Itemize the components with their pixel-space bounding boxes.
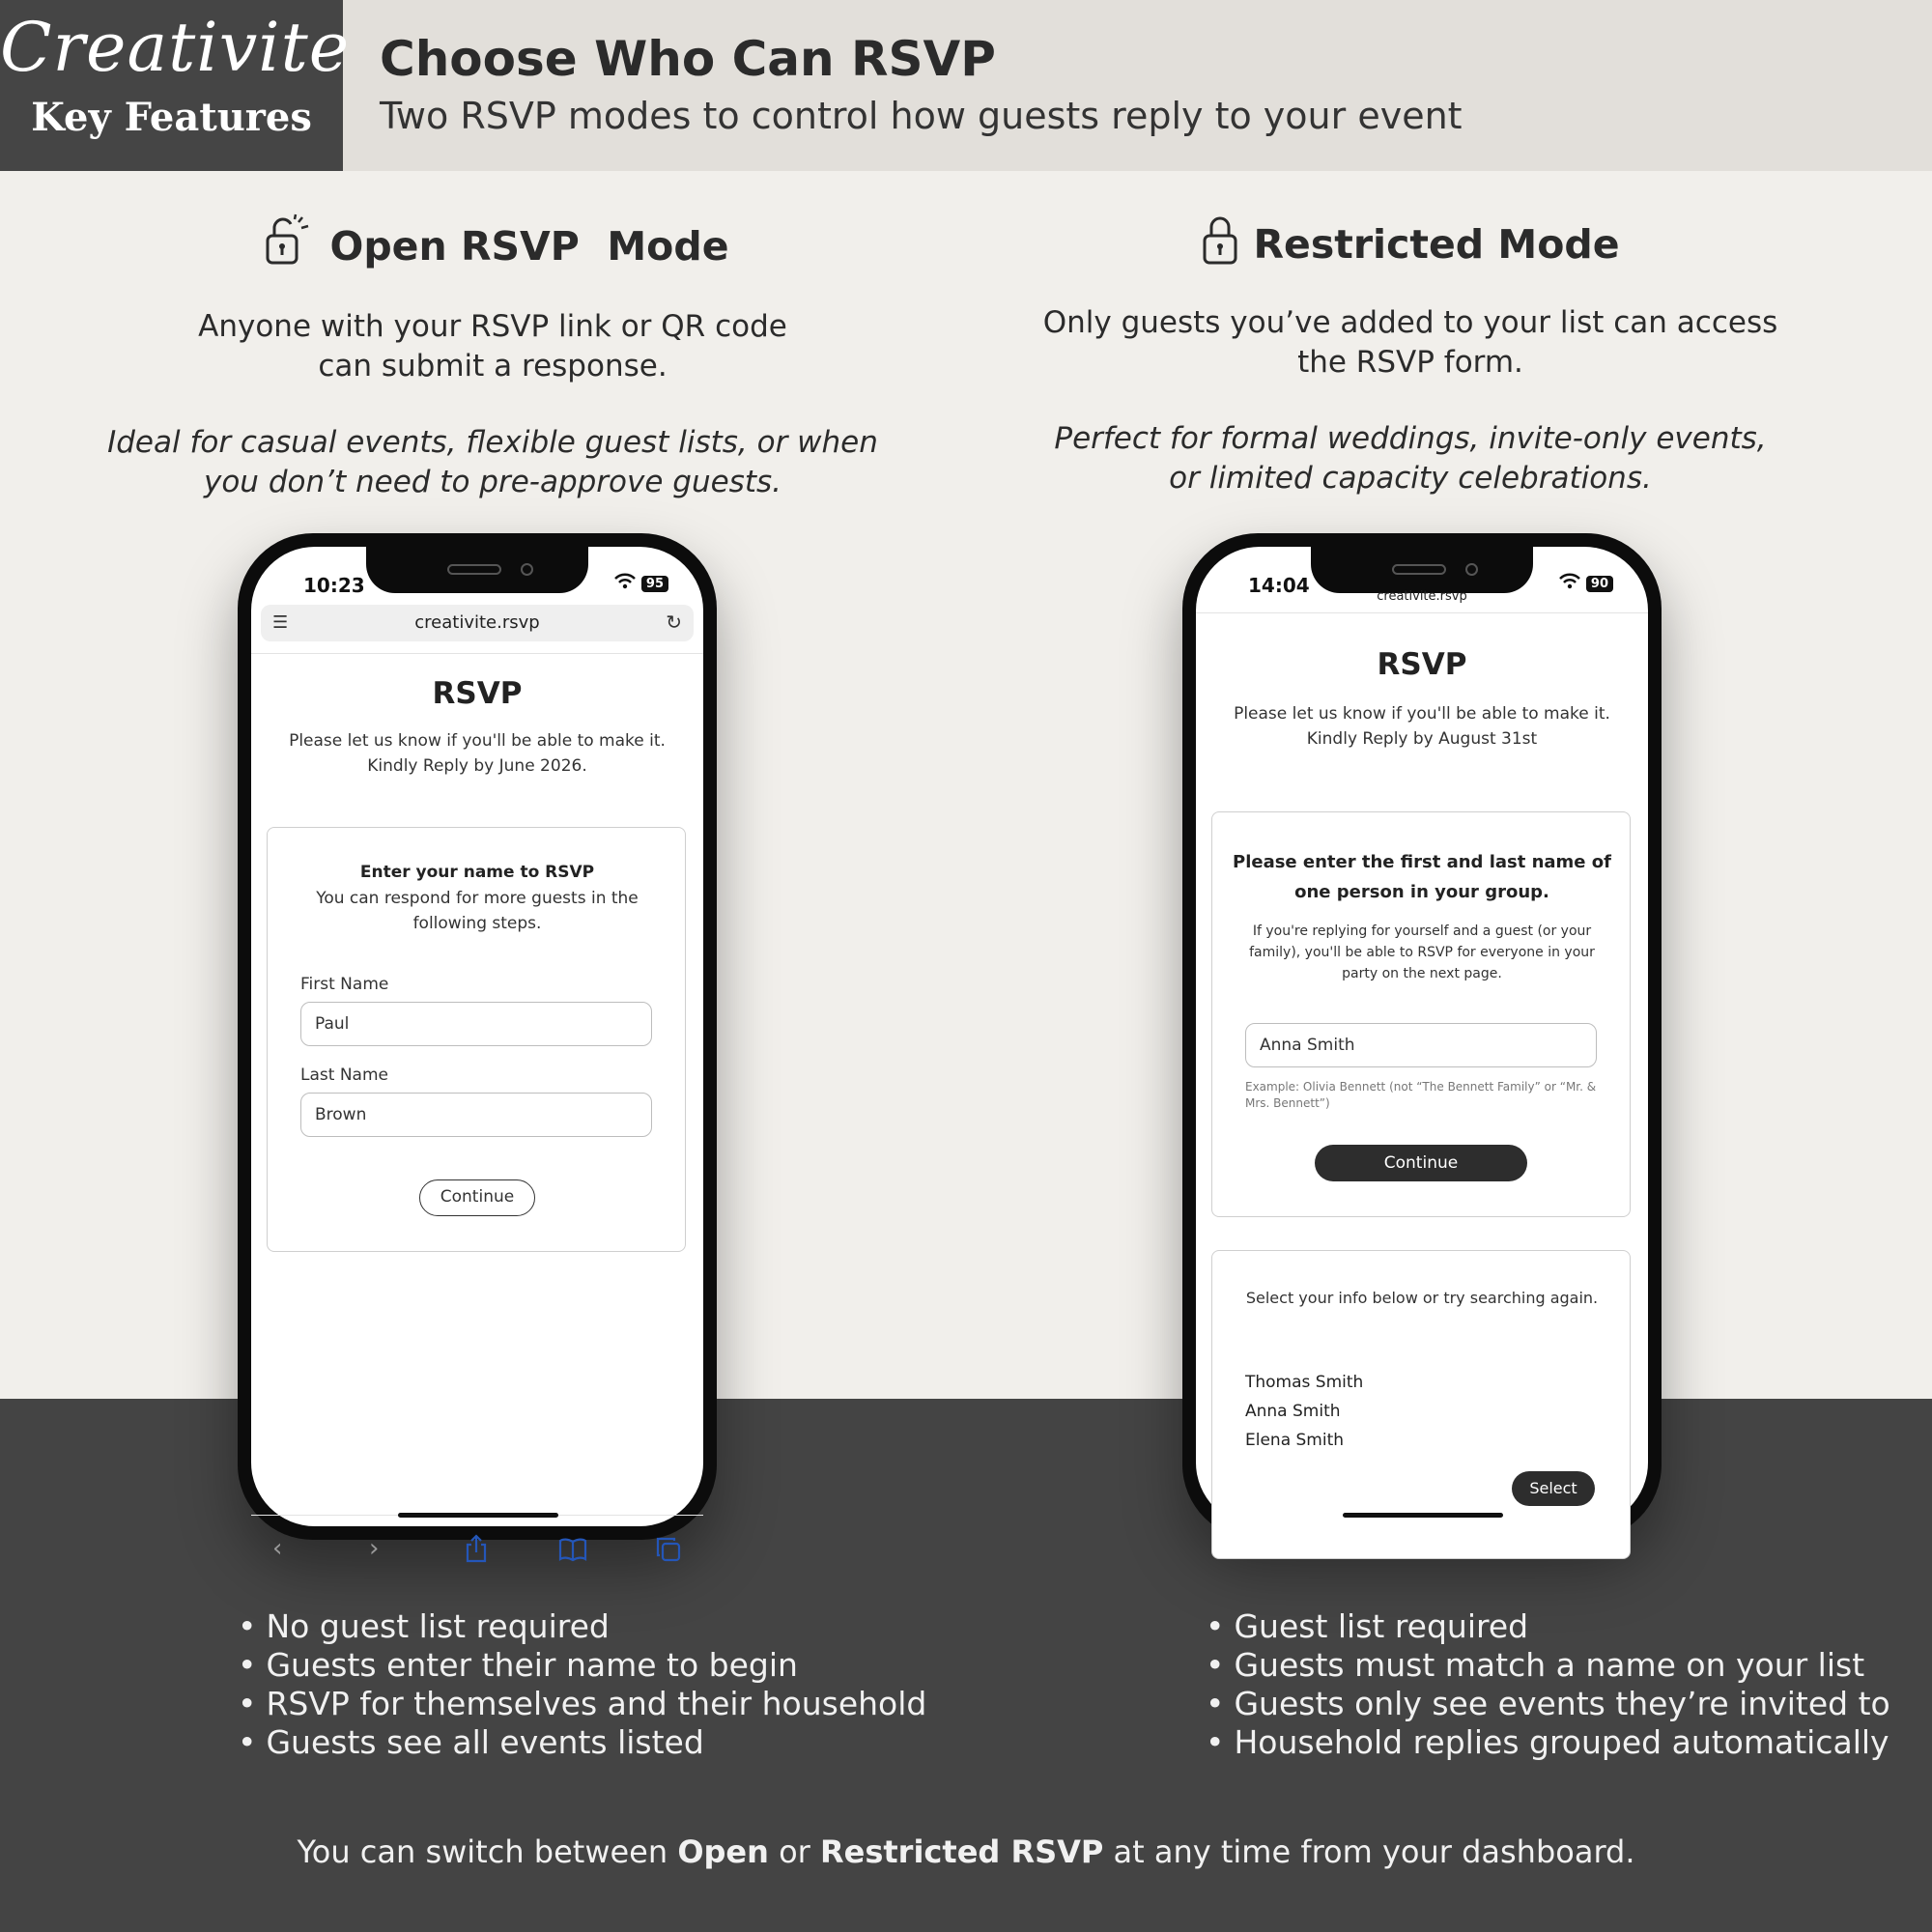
restricted-mode-bullets: [1206, 1607, 1890, 1762]
share-icon[interactable]: [464, 1534, 489, 1570]
phone-screen: [251, 547, 703, 1563]
bullet-item: • Guests must match a name on your list: [1206, 1646, 1890, 1685]
speaker: [447, 564, 501, 575]
card-line: If you're replying for yourself and a guest (or your: [1252, 923, 1592, 939]
bullet-item: • RSVP for themselves and their household: [238, 1685, 926, 1723]
card-line: following steps.: [412, 914, 542, 933]
forward-icon[interactable]: ›: [369, 1534, 380, 1563]
phone-notch: [366, 547, 588, 593]
page-title: Choose Who Can RSVP: [380, 31, 996, 87]
camera: [1465, 563, 1478, 576]
footer-text: or: [768, 1833, 820, 1870]
heading-line: one person in your group.: [1294, 882, 1549, 902]
open-mode-ideal: [106, 423, 879, 502]
name-card: [267, 827, 686, 1252]
footer-text: at any time from your dashboard.: [1103, 1833, 1635, 1870]
bookmarks-icon[interactable]: [558, 1538, 587, 1568]
phone-notch: [1311, 547, 1533, 593]
open-mode-title: [106, 214, 879, 278]
restricted-mode-title-text: Restricted Mode: [1253, 221, 1620, 268]
restricted-mode-ideal: [1024, 419, 1797, 498]
tabs-icon[interactable]: [655, 1536, 682, 1570]
rsvp-title: RSVP: [432, 676, 523, 711]
result-item[interactable]: Elena Smith: [1245, 1431, 1345, 1450]
open-mode-title-text: Open RSVP Mode: [329, 223, 729, 270]
continue-button[interactable]: Continue: [419, 1179, 535, 1216]
hint-line: Example: Olivia Bennett (not “The Bennett Family” or “Mr. &: [1245, 1080, 1597, 1094]
status-icons: [614, 574, 668, 593]
url-text[interactable]: creativite.rsvp: [1377, 589, 1467, 604]
speaker: [1392, 564, 1446, 575]
bullet-item: • Household replies grouped automatically: [1206, 1723, 1890, 1762]
name-search-input[interactable]: Anna Smith: [1245, 1023, 1597, 1067]
msg-line: Kindly Reply by June 2026.: [367, 756, 587, 776]
footer-text: You can switch between: [297, 1833, 678, 1870]
first-name-label: First Name: [300, 975, 389, 994]
footer-note: [0, 1833, 1932, 1870]
bullet-item: • Guests see all events listed: [238, 1723, 926, 1762]
camera: [521, 563, 533, 576]
bullet-item: • No guest list required: [238, 1607, 926, 1646]
open-mode-bullets: [238, 1607, 926, 1762]
result-item[interactable]: Anna Smith: [1245, 1402, 1341, 1421]
bullet-item: • Guests enter their name to begin: [238, 1646, 926, 1685]
card-line: You can respond for more guests in the: [316, 889, 639, 908]
open-mode-phone: [238, 533, 717, 1563]
brand-subtitle: Key Features: [31, 95, 312, 140]
select-button[interactable]: Select: [1512, 1471, 1595, 1506]
result-item[interactable]: Thomas Smith: [1245, 1373, 1364, 1392]
msg-line: Please let us know if you'll be able to make it.: [289, 731, 666, 751]
restricted-mode-title: [1024, 214, 1797, 274]
desc-line: Anyone with your RSVP link or QR code: [198, 309, 787, 344]
msg-line: Please let us know if you'll be able to make it.: [1234, 704, 1610, 724]
hint-line: Mrs. Bennett”): [1245, 1096, 1330, 1110]
url-text: creativite.rsvp: [414, 612, 540, 633]
rsvp-message: [251, 728, 703, 779]
msg-line: Kindly Reply by August 31st: [1306, 729, 1538, 749]
search-card: [1211, 811, 1631, 1217]
open-mode-description: [106, 307, 879, 386]
status-time: 14:04: [1248, 574, 1310, 597]
home-indicator: [398, 1513, 558, 1518]
last-name-input[interactable]: Brown: [300, 1093, 652, 1137]
wifi-icon: [614, 574, 636, 593]
header: [0, 0, 1932, 171]
example-hint: [1245, 1079, 1603, 1112]
url-bar[interactable]: [261, 605, 694, 641]
status-time: 10:23: [303, 574, 365, 597]
card-text: [1212, 921, 1632, 984]
restricted-mode-description: [1024, 303, 1797, 383]
last-name-label: Last Name: [300, 1065, 388, 1085]
open-mode-section: [106, 214, 879, 502]
card-line: family), you'll be able to RSVP for everyone in your: [1249, 945, 1595, 960]
unlocked-padlock-icon: [256, 214, 316, 278]
bullet-item: • Guest list required: [1206, 1607, 1890, 1646]
ideal-line: Ideal for casual events, flexible guest lists, or when: [107, 425, 878, 460]
ideal-line: or limited capacity celebrations.: [1169, 461, 1652, 496]
footer-restricted: Restricted RSVP: [819, 1833, 1104, 1870]
home-indicator: [1343, 1513, 1503, 1518]
reader-icon[interactable]: ☰: [272, 612, 289, 633]
ideal-line: you don’t need to pre-approve guests.: [204, 465, 781, 499]
ideal-line: Perfect for formal weddings, invite-only events,: [1054, 421, 1767, 456]
desc-line: can submit a response.: [318, 349, 668, 384]
divider: [1196, 612, 1648, 613]
brand-logo: Creativite: [0, 8, 351, 87]
page-subtitle: Two RSVP modes to control how guests reply to your event: [380, 95, 1463, 137]
restricted-mode-section: [1024, 214, 1797, 498]
bullet-item: • Guests only see events they’re invited to: [1206, 1685, 1890, 1723]
desc-line: the RSVP form.: [1297, 345, 1523, 380]
card-heading: [1212, 847, 1632, 907]
reload-icon[interactable]: ↻: [666, 611, 682, 634]
first-name-input[interactable]: Paul: [300, 1002, 652, 1046]
heading-line: Please enter the first and last name of: [1233, 852, 1611, 872]
restricted-mode-phone: [1182, 533, 1662, 1540]
card-line: party on the next page.: [1342, 966, 1502, 981]
rsvp-title: RSVP: [1377, 647, 1467, 682]
select-info: Select your info below or try searching again.: [1245, 1289, 1599, 1307]
card-text: [268, 886, 687, 936]
footer-open: Open: [677, 1833, 769, 1870]
back-icon[interactable]: ‹: [272, 1534, 283, 1563]
card-heading: Enter your name to RSVP: [359, 863, 595, 882]
divider: [251, 653, 703, 654]
continue-button[interactable]: Continue: [1315, 1145, 1527, 1181]
rsvp-message: [1196, 701, 1648, 752]
battery-icon: 95: [641, 576, 668, 592]
phone-screen: [1196, 547, 1648, 1526]
desc-line: Only guests you’ve added to your list can access: [1042, 305, 1778, 340]
locked-padlock-icon: [1201, 214, 1239, 274]
brand-block: [0, 0, 351, 171]
battery-icon: 90: [1586, 576, 1613, 592]
